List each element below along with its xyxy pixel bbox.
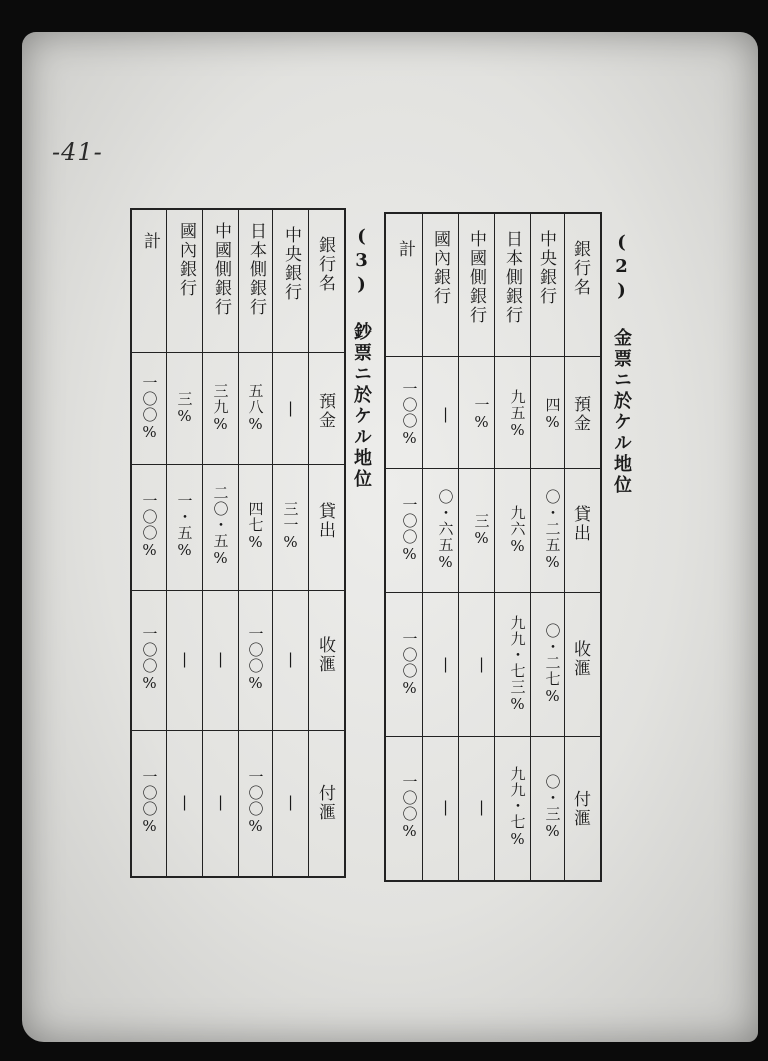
s2-cell: 九六% xyxy=(508,504,527,556)
s2-cell: 〇・三% xyxy=(543,773,562,841)
s2-cell: 〇・二五% xyxy=(543,488,562,572)
s3-header-loan: 貸出 xyxy=(315,502,335,540)
s2-header-deposit: 預金 xyxy=(570,395,590,433)
s3-cell: 一〇〇% xyxy=(140,768,159,836)
s2-cell: | xyxy=(436,797,455,817)
s3-header-remit-out: 付滙 xyxy=(315,784,335,822)
s3-cell: | xyxy=(175,649,194,669)
s2-cell: | xyxy=(472,797,491,817)
s3-cell: 一〇〇% xyxy=(246,625,265,693)
s3-cell: 一〇〇% xyxy=(246,768,265,836)
s3-header-bank: 銀行名 xyxy=(315,236,335,293)
s2-row-0-name: 中央銀行 xyxy=(536,230,556,306)
s2-cell: 一〇〇% xyxy=(400,630,419,698)
s3-cell: 一〇〇% xyxy=(140,374,159,442)
s2-row-1-name: 日本側銀行 xyxy=(502,230,522,325)
s3-cell: 一・五% xyxy=(175,492,194,560)
s2-header-remit-out: 付滙 xyxy=(570,790,590,828)
s3-cell: 二〇・五% xyxy=(211,484,230,568)
s2-cell: 九九・七% xyxy=(508,765,527,849)
s3-row-2-name: 中國側銀行 xyxy=(211,222,231,317)
s2-header-remit-in: 收滙 xyxy=(570,640,590,678)
s3-cell: 三一% xyxy=(281,500,300,552)
s3-row-0-name: 中央銀行 xyxy=(281,226,301,302)
s3-row-4-name: 計 xyxy=(140,232,160,251)
s3-cell: 四七% xyxy=(246,500,265,552)
s3-cell: 五八% xyxy=(246,382,265,434)
s2-cell: 三% xyxy=(472,512,491,548)
s3-header-remit-in: 收滙 xyxy=(315,636,335,674)
s3-cell: | xyxy=(211,792,230,812)
s3-cell: | xyxy=(281,792,300,812)
s3-row-3-name: 國內銀行 xyxy=(176,222,196,298)
s2-cell: 〇・六五% xyxy=(436,488,455,572)
s3-row-1-name: 日本側銀行 xyxy=(246,222,266,317)
s2-cell: 九九・七三% xyxy=(508,614,527,714)
s2-row-3-name: 國內銀行 xyxy=(430,230,450,306)
page-number: -41- xyxy=(52,138,103,166)
s2-header-loan: 貸出 xyxy=(570,505,590,543)
s2-cell: 四% xyxy=(543,396,562,432)
s3-cell: | xyxy=(211,649,230,669)
s2-cell: | xyxy=(436,654,455,674)
s3-cell: 三% xyxy=(175,390,194,426)
s3-header-deposit: 預金 xyxy=(315,392,335,430)
s2-row-2-name: 中國側銀行 xyxy=(466,230,486,325)
s3-cell: | xyxy=(281,398,300,418)
section-3-title: (3) 鈔票ニ於ケル地位 xyxy=(351,226,372,490)
s2-cell: 一% xyxy=(472,396,491,432)
s3-cell: | xyxy=(175,792,194,812)
s2-cell: 一〇〇% xyxy=(400,380,419,448)
s2-cell: 九五% xyxy=(508,388,527,440)
s2-cell: | xyxy=(436,404,455,424)
s3-cell: 一〇〇% xyxy=(140,492,159,560)
s2-row-4-name: 計 xyxy=(395,240,415,259)
s3-cell: 一〇〇% xyxy=(140,625,159,693)
s2-cell: 〇・二七% xyxy=(543,622,562,706)
s2-cell: 一〇〇% xyxy=(400,496,419,564)
s2-cell: | xyxy=(472,654,491,674)
s2-cell: 一〇〇% xyxy=(400,773,419,841)
section-2-title: (2) 金票ニ於ケル地位 xyxy=(611,232,632,496)
s2-header-bank: 銀行名 xyxy=(570,240,590,297)
s3-cell: 三九% xyxy=(211,382,230,434)
s3-cell: | xyxy=(281,649,300,669)
